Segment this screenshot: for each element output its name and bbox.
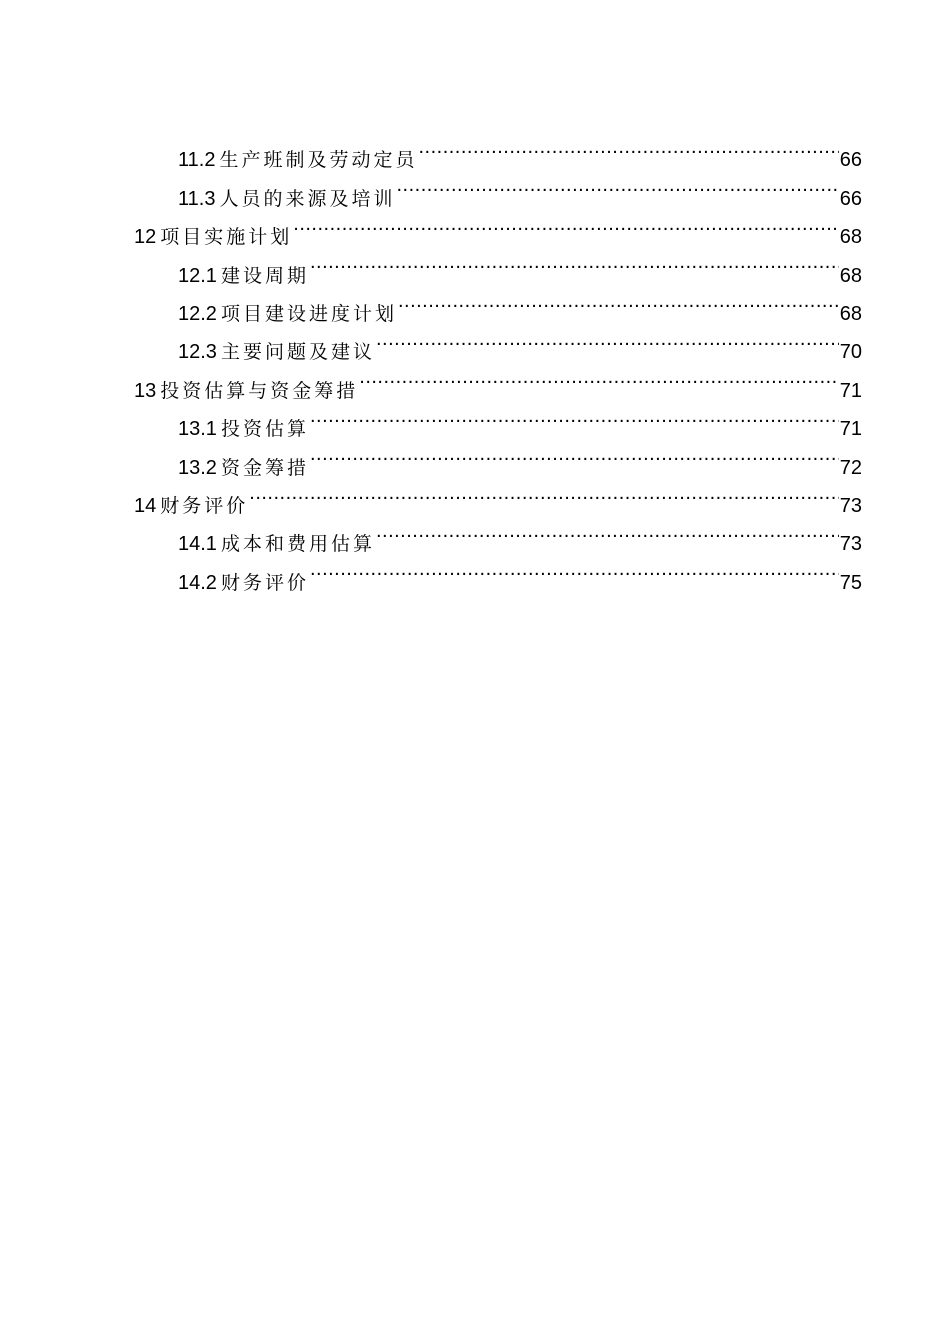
toc-entry-number: 11.2 [178,149,216,172]
toc-dot-leader [310,243,839,281]
toc-dot-leader [310,435,839,473]
toc-entry-number: 11.3 [178,187,216,210]
toc-entry-title: 资金筹措 [220,456,309,479]
toc-dot-leader [249,474,838,512]
toc-entry-number: 12.3 [178,341,217,364]
toc-dot-leader [310,550,839,588]
toc-entry-page: 73 [839,533,862,556]
toc-dot-leader [418,128,838,166]
toc-dot-leader [376,512,839,550]
toc-entry-title: 投资估算 [220,418,309,441]
toc-entry-11-2[interactable] [134,128,862,172]
toc-entry-page: 71 [839,379,862,402]
toc-dot-leader [293,205,838,243]
table-of-contents [134,128,862,594]
toc-entry-title: 生产班制及劳动定员 [219,149,418,172]
toc-dot-leader [398,282,839,320]
toc-entry-title: 项目实施计划 [160,226,293,249]
toc-entry-title: 财务评价 [160,494,249,517]
toc-entry-page: 70 [839,341,862,364]
toc-entry-number: 13.1 [178,418,217,441]
toc-entry-number: 12.1 [178,264,217,287]
toc-dot-leader [396,166,838,204]
toc-entry-page: 68 [839,302,862,325]
toc-entry-page: 72 [839,456,862,479]
toc-entry-page: 73 [839,494,862,517]
toc-entry-number: 14.2 [178,571,217,594]
toc-entry-number: 14 [134,494,157,517]
toc-entry-page: 66 [839,187,862,210]
toc-entry-number: 12.2 [178,302,217,325]
toc-entry-title: 建设周期 [220,264,309,287]
toc-entry-title: 投资估算与资金筹措 [160,379,359,402]
toc-entry-number: 14.1 [178,533,217,556]
toc-entry-title: 项目建设进度计划 [220,302,397,325]
toc-entry-number: 13 [134,379,157,402]
toc-entry-page: 68 [839,264,862,287]
toc-entry-number: 13.2 [178,456,217,479]
toc-dot-leader [359,358,838,396]
toc-entry-title: 财务评价 [220,571,309,594]
toc-entry-title: 成本和费用估算 [220,533,375,556]
toc-entry-page: 66 [839,149,862,172]
toc-entry-page: 68 [839,226,862,249]
toc-entry-title: 人员的来源及培训 [219,187,396,210]
toc-entry-page: 75 [839,571,862,594]
toc-dot-leader [376,320,839,358]
toc-dot-leader [310,397,839,435]
toc-entry-number: 12 [134,226,157,249]
toc-entry-page: 71 [839,418,862,441]
toc-entry-title: 主要问题及建议 [220,341,375,364]
